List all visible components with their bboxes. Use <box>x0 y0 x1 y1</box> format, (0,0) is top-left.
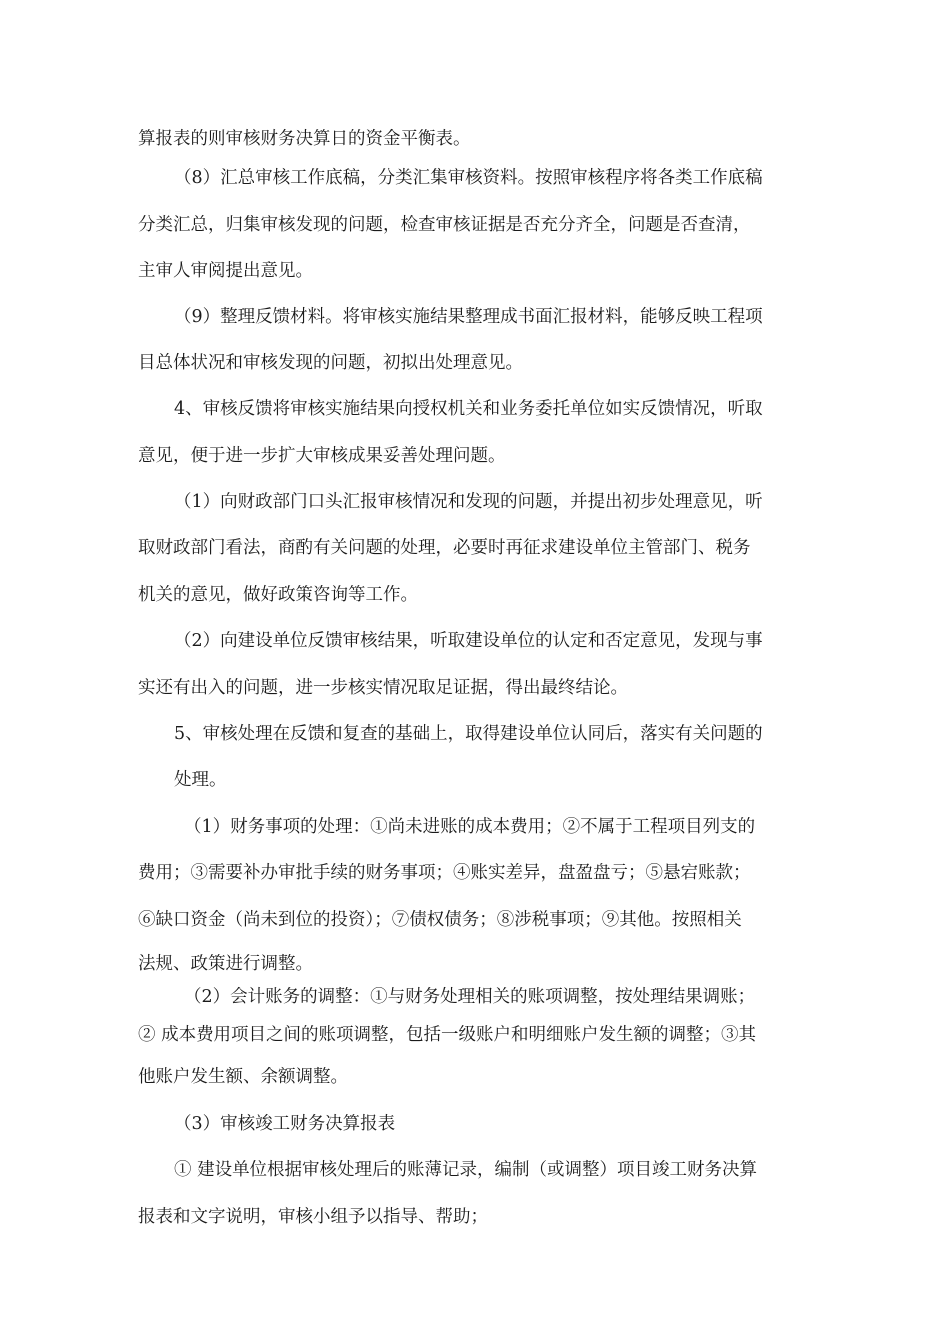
line-text: 分类汇总，归集审核发现的问题，检查审核证据是否充分齐全，问题是否查清， <box>138 215 751 235</box>
line-text: 法规、政策进行调整。 <box>138 954 313 974</box>
text-line <box>0 487 950 517</box>
line-text: 处理。 <box>174 770 227 790</box>
line-text: 4、审核反馈将审核实施结果向授权机关和业务委托单位如实反馈情况，听取 <box>174 399 763 419</box>
text-line <box>0 302 950 332</box>
line-text: 取财政部门看法，商酌有关问题的处理，必要时再征求建设单位主管部门、税务 <box>138 538 751 558</box>
line-text: （9）整理反馈材料。将审核实施结果整理成书面汇报材料，能够反映工程项 <box>174 307 763 327</box>
line-text: 费用；③需要补办审批手续的财务事项；④账实差异，盘盈盘亏；⑤悬宕账款； <box>138 863 751 883</box>
text-line <box>0 673 950 703</box>
line-text: 实还有出入的问题，进一步核实情况取足证据，得出最终结论。 <box>138 678 628 698</box>
text-line <box>0 533 950 563</box>
line-text: ⑥缺口资金（尚未到位的投资）；⑦债权债务；⑧涉税事项；⑨其他。按照相关 <box>138 910 742 930</box>
line-text: 意见，便于进一步扩大审核成果妥善处理问题。 <box>138 446 506 466</box>
text-line <box>0 1155 950 1185</box>
text-line <box>0 348 950 378</box>
text-line <box>0 949 950 979</box>
line-text: 报表和文字说明，审核小组予以指导、帮助； <box>138 1207 488 1227</box>
line-text: ① 建设单位根据审核处理后的账薄记录，编制（或调整）项目竣工财务决算 <box>174 1160 758 1180</box>
text-line <box>0 812 950 842</box>
text-line <box>0 1202 950 1232</box>
text-line <box>0 1020 950 1050</box>
text-line <box>0 858 950 888</box>
line-text: 主审人审阅提出意见。 <box>138 261 313 281</box>
text-line <box>0 982 950 1012</box>
text-line <box>0 256 950 286</box>
text-line <box>0 441 950 471</box>
line-text: 机关的意见，做好政策咨询等工作。 <box>138 585 418 605</box>
text-line <box>0 394 950 424</box>
text-line <box>0 765 950 795</box>
line-text: （2）会计账务的调整：①与财务处理相关的账项调整，按处理结果调账； <box>184 987 756 1007</box>
text-line <box>0 1062 950 1092</box>
line-text: （8）汇总审核工作底稿，分类汇集审核资料。按照审核程序将各类工作底稿 <box>174 168 763 188</box>
line-text: 目总体状况和审核发现的问题，初拟出处理意见。 <box>138 353 523 373</box>
line-text: （2）向建设单位反馈审核结果，听取建设单位的认定和否定意见，发现与事 <box>174 631 763 651</box>
text-line <box>0 124 950 154</box>
text-line <box>0 719 950 749</box>
text-line <box>0 626 950 656</box>
text-line <box>0 210 950 240</box>
line-text: （1）财务事项的处理：①尚未进账的成本费用；②不属于工程项目列支的 <box>184 817 756 837</box>
text-line <box>0 163 950 193</box>
text-line <box>0 905 950 935</box>
text-line <box>0 1109 950 1139</box>
line-text: 算报表的则审核财务决算日的资金平衡表。 <box>138 129 471 149</box>
line-text: （1）向财政部门口头汇报审核情况和发现的问题，并提出初步处理意见，听 <box>174 492 763 512</box>
line-text: 5、审核处理在反馈和复查的基础上，取得建设单位认同后，落实有关问题的 <box>174 724 763 744</box>
line-text: （3）审核竣工财务决算报表 <box>174 1114 396 1134</box>
text-line <box>0 580 950 610</box>
line-text: ② 成本费用项目之间的账项调整，包括一级账户和明细账户发生额的调整；③其 <box>138 1025 757 1045</box>
line-text: 他账户发生额、余额调整。 <box>138 1067 348 1087</box>
